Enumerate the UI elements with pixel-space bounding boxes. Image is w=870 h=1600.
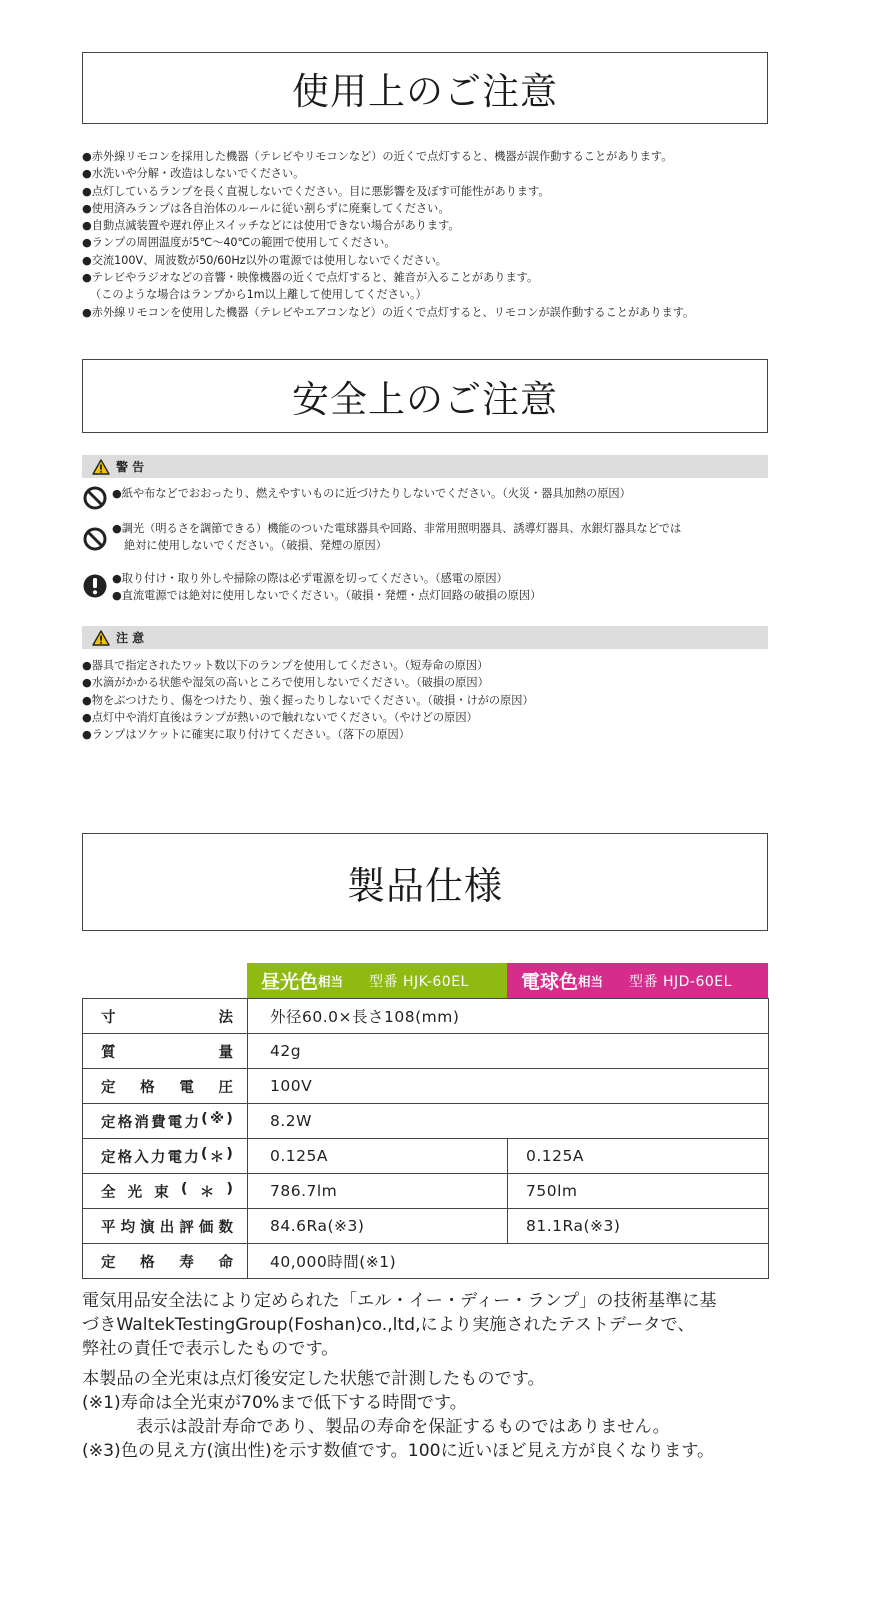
warning-text: 絶対に使用しないでください。（破損、発煙の原因）: [124, 539, 387, 552]
spec-label-char: 入: [134, 1149, 149, 1166]
warning-text: ●直流電源では絶対に使用しないでください。（破損・発煙・点灯回路の破損の原因）: [112, 589, 542, 602]
spec-label-char: ＊: [209, 1149, 225, 1166]
usage-note: ●自動点滅装置や遅れ停止スイッチなどには使用できない場合があります。: [82, 219, 460, 233]
table-row: [83, 1139, 769, 1174]
spec-label-text: [101, 1216, 233, 1237]
caution-triangle-icon: [92, 630, 110, 646]
spec-value: 42g: [248, 1034, 769, 1069]
bulb-name: 電球色: [521, 971, 579, 993]
spec-label-char: 格: [117, 1114, 133, 1131]
spec-label-char: 質: [101, 1044, 116, 1061]
spec-label-text: [101, 1251, 233, 1272]
usage-section-title: 使用上のご注意: [82, 52, 768, 124]
usage-note: ●水洗いや分解・改造はしないでください。: [82, 167, 305, 181]
spec-label-char: 電: [167, 1114, 183, 1131]
caution-notes-list: [82, 657, 782, 743]
bulb-model: 型番 HJD-60EL: [629, 973, 732, 990]
spec-label-char: 寿: [179, 1254, 194, 1271]
warning-item: [82, 520, 782, 554]
spec-value: 8.2W: [248, 1104, 769, 1139]
usage-note: ●点灯しているランプを長く直視しないでください。目に悪影響を及ぼす可能性があります。: [82, 184, 550, 198]
caution-band: [82, 626, 768, 649]
spec-label: [83, 1174, 248, 1209]
spec-label-char: 演: [140, 1219, 155, 1236]
spec-notes: [82, 1289, 782, 1463]
spec-label-char: 寸: [101, 1009, 116, 1026]
daylight-header: [247, 963, 507, 998]
spec-label-char: 格: [140, 1254, 155, 1271]
spec-label-char: 数: [218, 1219, 233, 1236]
spec-label-char: ): [226, 1145, 233, 1162]
daylight-equiv: 相当: [318, 973, 344, 989]
spec-label: [83, 1209, 248, 1244]
prohibition-icon: [82, 485, 108, 511]
spec-label: [83, 1104, 248, 1139]
spec-value: 外径60.0×長さ108(mm): [248, 999, 769, 1034]
spec-label-char: 格: [117, 1149, 133, 1166]
safety-section-title: 安全上のご注意: [82, 359, 768, 433]
spec-label-text: [101, 1146, 233, 1167]
spec-value-daylight: 0.125A: [248, 1139, 508, 1174]
spec-label-char: 評: [179, 1219, 194, 1236]
table-row: [83, 1244, 769, 1279]
spec-label-char: 命: [218, 1254, 233, 1271]
table-row: [83, 999, 769, 1034]
spec-label: [83, 999, 248, 1034]
spec-table: [82, 998, 769, 1279]
spec-label-char: 定: [101, 1114, 116, 1131]
spec-value-daylight: 84.6Ra(※3): [248, 1209, 508, 1244]
spec-note: (※1)寿命は全光束が70%まで低下する時間です。: [82, 1393, 467, 1413]
spec-label-char: 光: [127, 1184, 143, 1201]
caution-note: ●器具で指定されたワット数以下のランプを使用してください。（短寿命の原因）: [82, 659, 489, 672]
caution-note: ●点灯中や消灯直後はランプが熱いので触れないでください。（やけどの原因）: [82, 710, 478, 724]
bulb-equiv: 相当: [578, 973, 604, 989]
spec-value: 40,000時間(※1): [248, 1244, 769, 1279]
spec-label-char: 均: [120, 1219, 136, 1236]
mandatory-icon: [82, 573, 108, 599]
warning-text: ●紙や布などでおおったり、燃えやすいものに近づけたりしないでください。（火災・器具加熱の原因）: [112, 487, 631, 500]
table-row: [83, 1174, 769, 1209]
warning-band: [82, 455, 768, 478]
warning-text: ●取り付け・取り外しや掃除の際は必ず電源を切ってください。（感電の原因）: [112, 572, 508, 585]
spec-label-char: 費: [151, 1114, 166, 1131]
daylight-model: 型番 HJK-60EL: [369, 973, 469, 990]
spec-note: (※3)色の見え方(演出性)を示す数値です。100に近いほど見え方が良くなります。: [82, 1441, 715, 1461]
spec-note: 電気用品安全法により定められた「エル・イー・ディー・ランプ」の技術基準に基: [82, 1291, 717, 1311]
spec-label-text: [101, 1041, 233, 1062]
caution-note: ●物をぶつけたり、傷をつけたり、強く握ったりしないでください。（破損・けがの原因）: [82, 693, 534, 707]
spec-label-char: 出: [159, 1219, 175, 1236]
usage-note: ●使用済みランプは各自治体のルールに従い割らずに廃棄してください。: [82, 201, 450, 215]
spec-label: [83, 1139, 248, 1174]
spec-label-text: [101, 1181, 233, 1202]
spec-section-title: 製品仕様: [82, 833, 768, 931]
usage-note: ●赤外線リモコンを使用した機器（テレビやエアコンなど）の近くで点灯すると、リモコンが誤作動することがあります。: [82, 305, 695, 319]
spec-label: [83, 1069, 248, 1104]
bulb-header: [507, 963, 768, 998]
caution-note: ●水滴がかかる状態や湿気の高いところで使用しないでください。（破損の原因）: [82, 676, 489, 690]
table-row: [83, 1034, 769, 1069]
usage-note: （このような場合はランプから1m以上離して使用してください。）: [90, 288, 427, 302]
spec-label-char: (: [200, 1145, 208, 1162]
spec-label-char: 価: [198, 1219, 214, 1236]
spec-value-daylight: 786.7lm: [248, 1174, 508, 1209]
spec-label-char: ): [226, 1110, 233, 1127]
warning-text: ●調光（明るさを調節できる）機能のついた電球器具や回路、非常用照明器具、誘導灯器具、水銀灯器具などでは: [112, 522, 682, 535]
warning-item: [82, 570, 782, 604]
spec-label-char: 力: [150, 1149, 166, 1166]
spec-value: 100V: [248, 1069, 769, 1104]
spec-label-char: 格: [140, 1079, 155, 1096]
spec-value-bulb: 0.125A: [508, 1139, 769, 1174]
spec-label-char: 電: [179, 1079, 194, 1096]
spec-label-char: 力: [184, 1149, 199, 1166]
spec-label-char: 消: [134, 1114, 149, 1131]
spec-note: 本製品の全光束は点灯後安定した状態で計測したものです。: [82, 1369, 545, 1389]
spec-label-text: [101, 1111, 233, 1132]
warning-item: [82, 485, 782, 511]
usage-note: ●交流100V、周波数が50/60Hz以外の電源では使用しないでください。: [82, 253, 447, 267]
spec-label-char: 量: [218, 1044, 233, 1061]
spec-label-char: (: [180, 1180, 188, 1197]
spec-label-char: (: [201, 1110, 208, 1127]
spec-label-char: 力: [184, 1114, 199, 1131]
spec-label: [83, 1244, 248, 1279]
usage-notes-list: [82, 148, 782, 321]
spec-label-char: 全: [101, 1184, 116, 1201]
spec-label-text: [101, 1076, 233, 1097]
spec-value-bulb: 81.1Ra(※3): [508, 1209, 769, 1244]
spec-note: 弊社の責任で表示したものです。: [82, 1339, 339, 1359]
spec-label-char: ＊: [199, 1184, 215, 1201]
caution-label: 注 意: [116, 631, 145, 645]
spec-label-char: 定: [101, 1079, 116, 1096]
spec-label-char: 法: [218, 1009, 233, 1026]
caution-note: ●ランプはソケットに確実に取り付けてください。（落下の原因）: [82, 728, 410, 742]
usage-note: ●ランプの周囲温度が5℃～40℃の範囲で使用してください。: [82, 236, 396, 250]
warning-triangle-icon: [92, 459, 110, 475]
usage-note: ●赤外線リモコンを採用した機器（テレビやリモコンなど）の近くで点灯すると、機器が誤作動することがあります。: [82, 150, 673, 163]
usage-note: ●テレビやラジオなどの音響・映像機器の近くで点灯すると、雑音が入ることがあります。: [82, 271, 539, 285]
table-row: [83, 1209, 769, 1244]
spec-label-text: [101, 1006, 233, 1027]
spec-label-char: 束: [154, 1184, 169, 1201]
table-row: [83, 1069, 769, 1104]
spec-label-char: 定: [101, 1149, 116, 1166]
daylight-name: 昼光色: [261, 971, 319, 993]
spec-label-char: 平: [101, 1219, 116, 1236]
spec-note: 表示は設計寿命であり、製品の寿命を保証するものではありません。: [136, 1417, 670, 1437]
spec-label-char: 電: [167, 1149, 183, 1166]
spec-label-char: 定: [101, 1254, 116, 1271]
spec-note: づきWaltekTestingGroup(Foshan)co.,ltd,により実施されたテストデータで、: [82, 1315, 695, 1335]
spec-label-char: ※: [209, 1110, 225, 1127]
spec-label-char: ): [226, 1180, 233, 1197]
spec-label: [83, 1034, 248, 1069]
spec-value-bulb: 750lm: [508, 1174, 769, 1209]
warning-label: 警 告: [116, 460, 145, 474]
table-row: [83, 1104, 769, 1139]
spec-label-char: 圧: [218, 1079, 233, 1096]
prohibition-icon: [82, 526, 108, 552]
